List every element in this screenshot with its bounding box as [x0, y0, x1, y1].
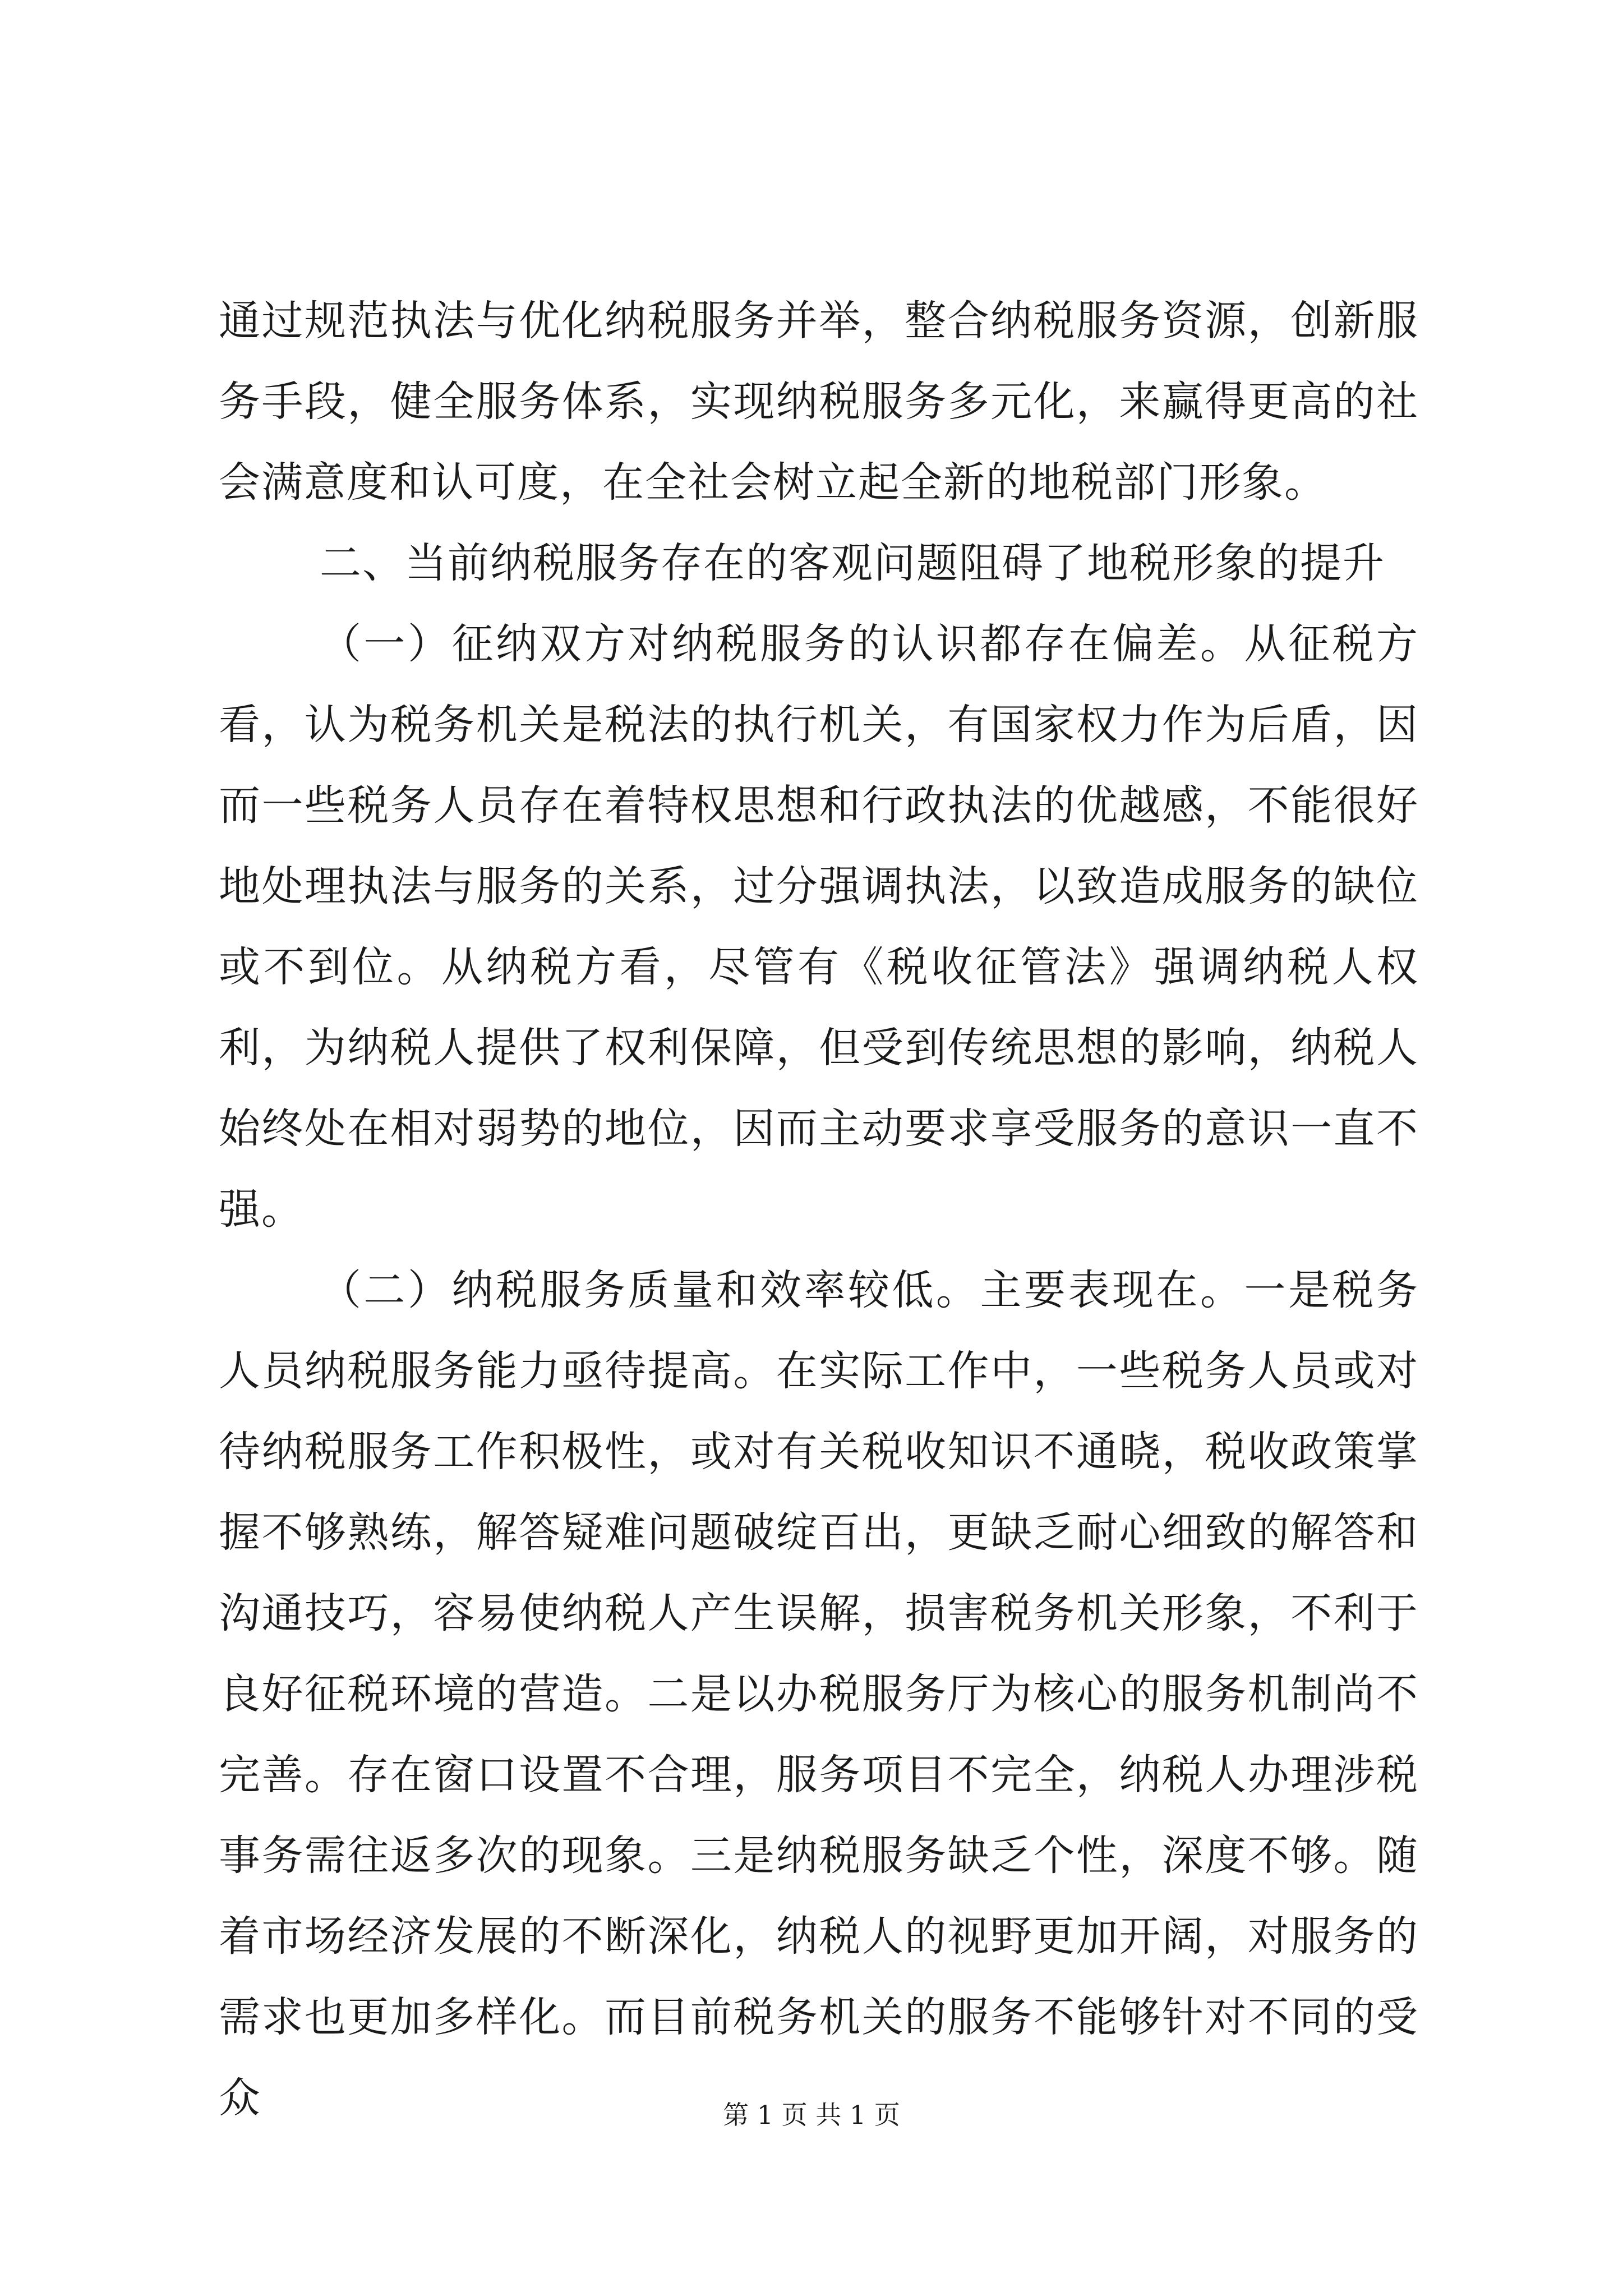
page-footer: 第 1 页 共 1 页	[723, 2100, 900, 2130]
document-body	[219, 280, 1419, 2138]
body-paragraph: （一）征纳双方对纳税服务的认识都存在偏差。从征税方看，认为税务机关是税法的执行机关，有国家权力作为后盾，因而一些税务人员存在着特权思想和行政执法的优越感，不能很好地处理执法与服务的关系，过分强调执法，以致造成服务的缺位或不到位。从纳税方看，尽管有《税收征管法》强调纳税人权利，为纳税人提供了权利保障，但受到传统思想的影响，纳税人始终处在相对弱势的地位，因而主动要求享受服务的意识一直不强。	[219, 620, 1419, 1234]
body-paragraph: 通过规范执法与优化纳税服务并举，整合纳税服务资源，创新服务手段，健全服务体系，实现纳税服务多元化，来赢得更高的社会满意度和认可度，在全社会树立起全新的地税部门形象。	[219, 297, 1419, 507]
body-paragraph: （二）纳税服务质量和效率较低。主要表现在。一是税务人员纳税服务能力亟待提高。在实际工作中，一些税务人员或对待纳税服务工作积极性，或对有关税收知识不通晓，税收政策掌握不够熟练，解答疑难问题破绽百出，更缺乏耐心细致的解答和沟通技巧，容易使纳税人产生误解，损害税务机关形象，不利于良好征税环境的营造。二是以办税服务厅为核心的服务机制尚不完善。存在窗口设置不合理，服务项目不完全，纳税人办理涉税事务需往返多次的现象。三是纳税服务缺乏个性，深度不够。随着市场经济发展的不断深化，纳税人的视野更加开阔，对服务的需求也更加多样化。而目前税务机关的服务不能够针对不同的受众	[219, 1266, 1419, 2122]
section-heading: 二、当前纳税服务存在的客观问题阻碍了地税形象的提升	[320, 539, 1385, 587]
